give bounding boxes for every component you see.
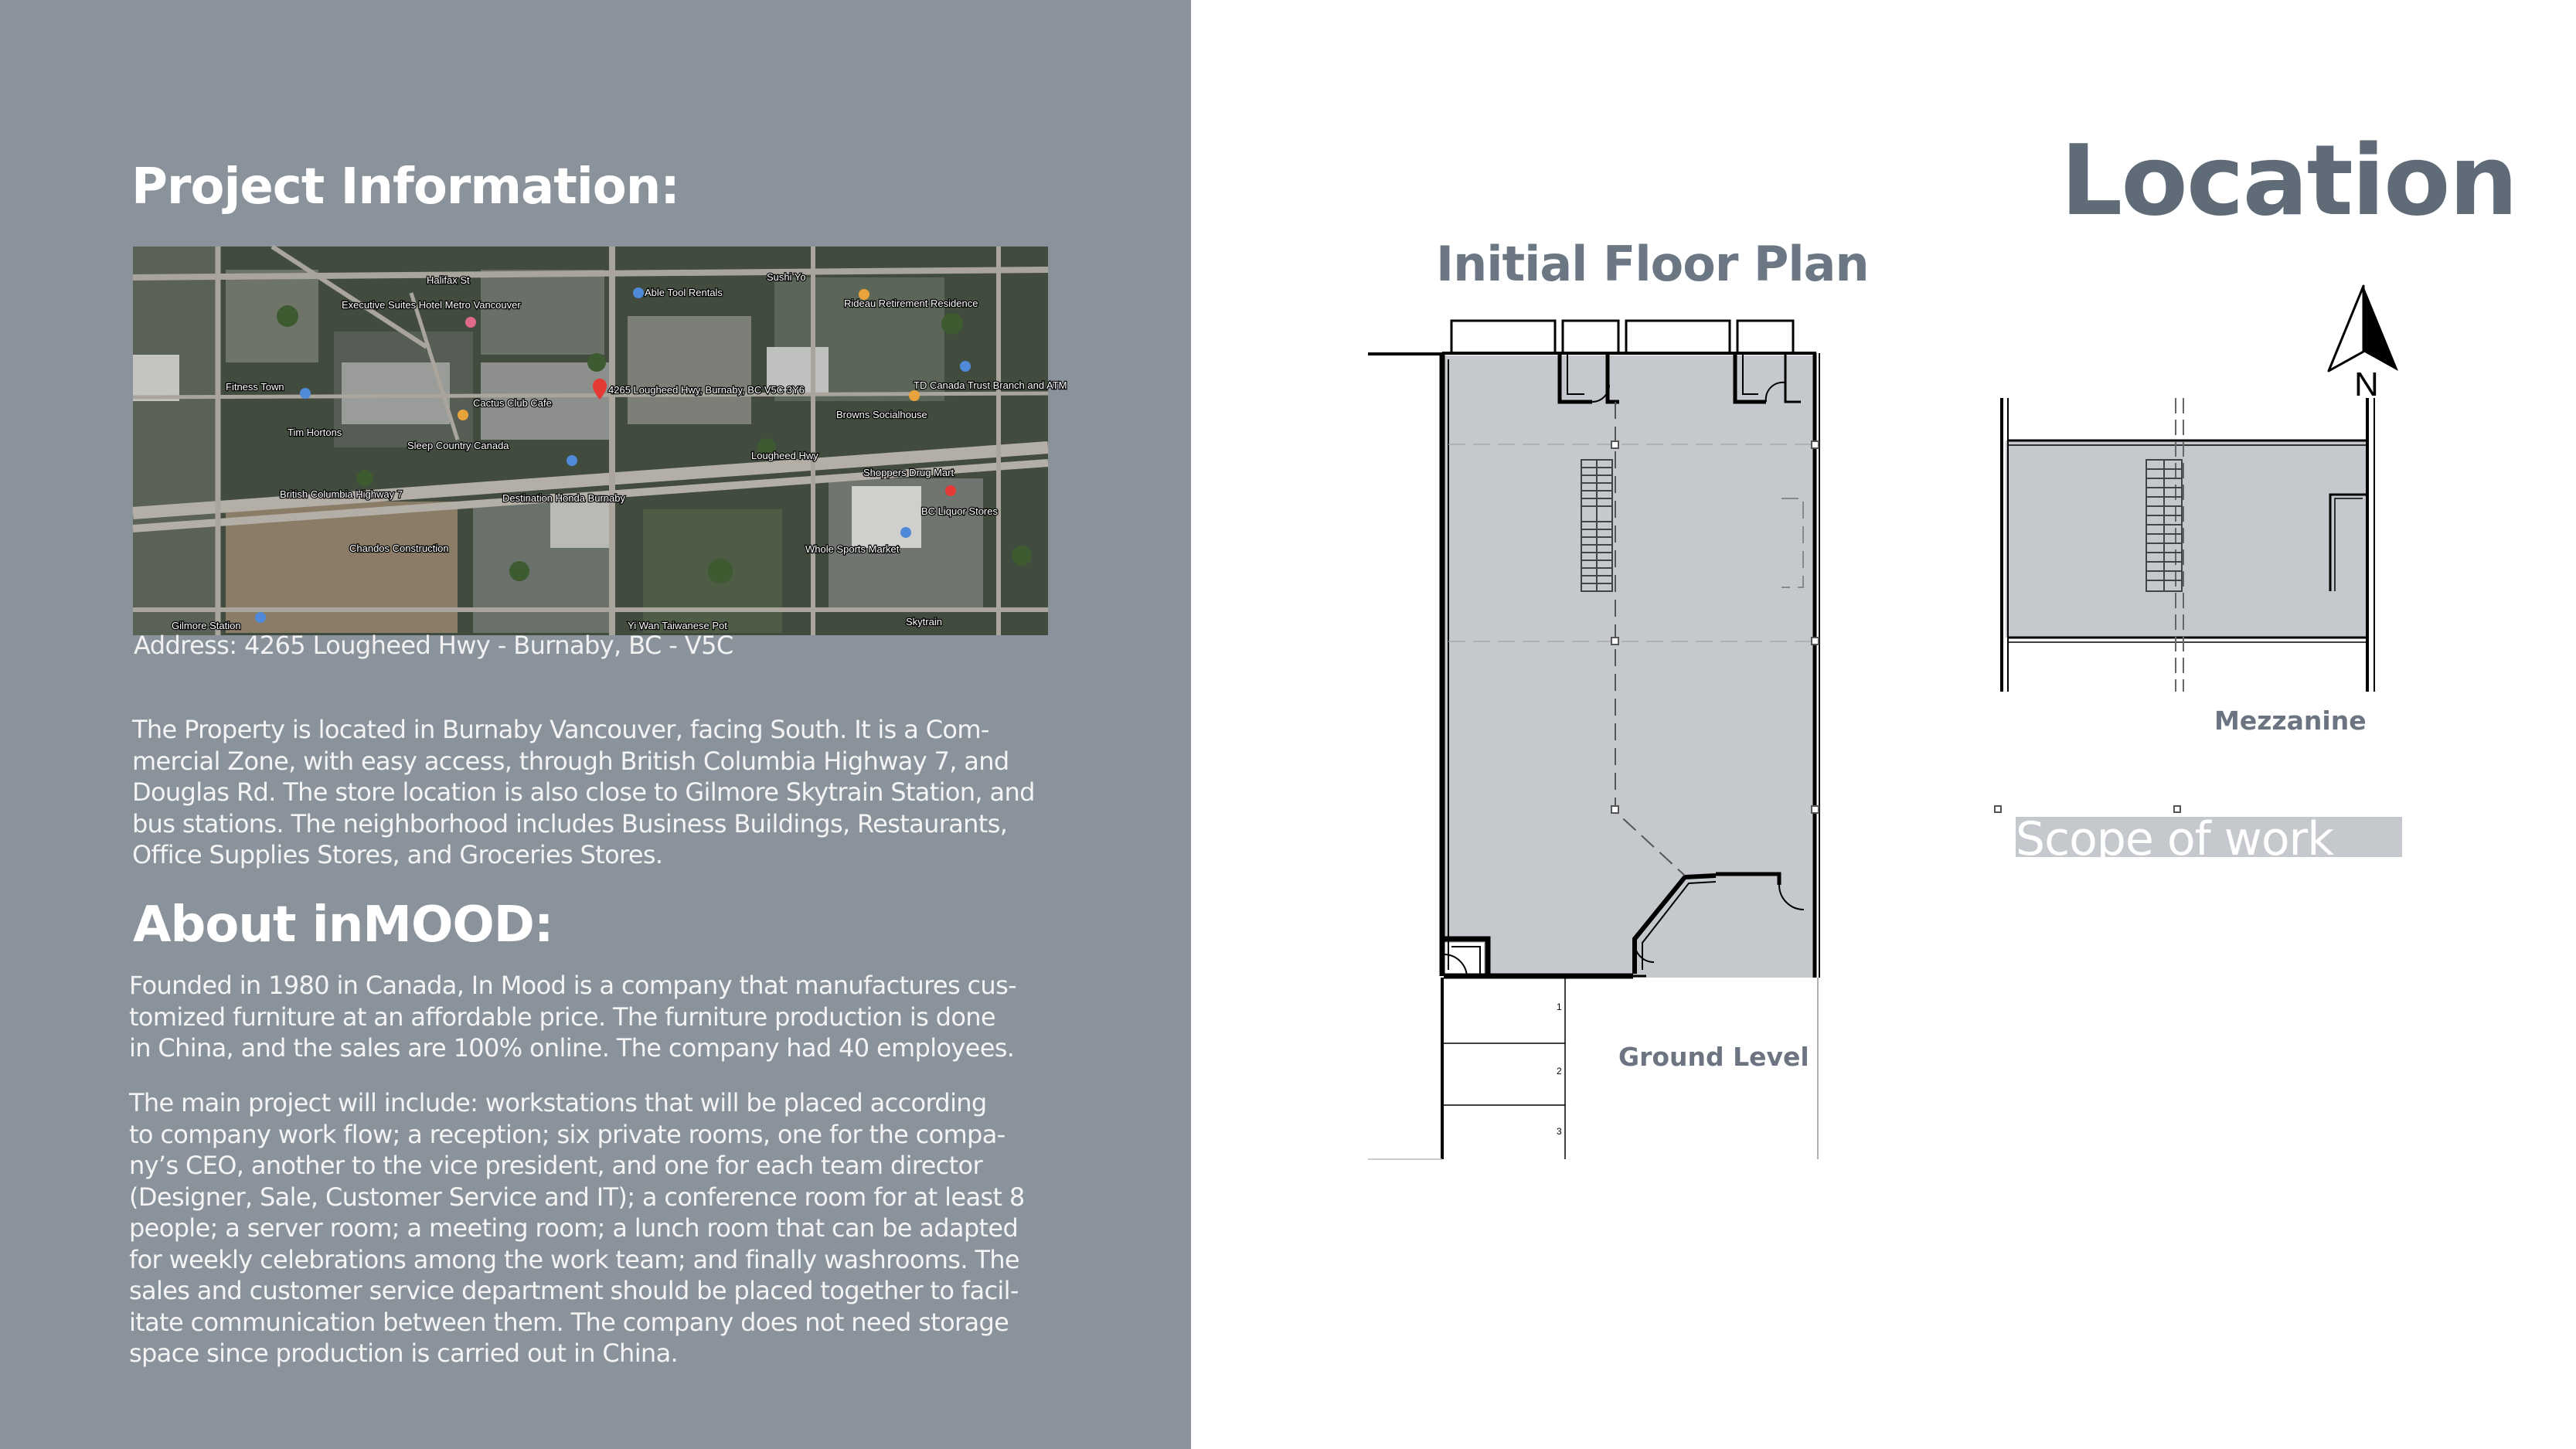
project-info-heading: Project Information: — [131, 158, 679, 216]
mezzanine-plan — [1998, 398, 2400, 699]
about-paragraph-2: The main project will include: workstations that will be placed according to company work flow; a reception; six private rooms, one for the compa- ny’s CEO, another to the vice president, and one for each team director (Designer, Sale, Customer Service and IT); a conference room for at least 8 people; a server room; a meeting room; a lunch room that can be adapted for weekly celebrations among the work team; and finally washrooms. The sales and customer service department should be placed together to facil- itate communication between them. The company does not need storage space since production is carried out in China. — [129, 1088, 1025, 1368]
about-heading: About inMOOD: — [133, 896, 553, 954]
ground-level-label: Ground Level — [1618, 1042, 1809, 1072]
stair-number-3: 3 — [1557, 1126, 1562, 1137]
map-label-bch7: British Columbia Highway 7 — [280, 488, 403, 500]
about-paragraph-1: Founded in 1980 in Canada, In Mood is a company that manufactures cus- tomized furniture at an affordable price. The furniture production is done in China, and the sales are 100% online. The company had 40 employees. — [129, 971, 1016, 1063]
map-label-cactus: Cactus Club Cafe — [473, 397, 552, 409]
location-title: Location — [2060, 124, 2517, 237]
map-label-able: Able Tool Rentals — [645, 287, 723, 298]
map-label-lougheed: Lougheed Hwy — [751, 450, 818, 461]
map-label-browns: Browns Socialhouse — [836, 409, 927, 420]
map-label-sleep: Sleep Country Canada — [407, 440, 509, 451]
map-label-shoppers: Shoppers Drug Mart — [863, 467, 955, 478]
map-label-sushi: Sushi Yo — [767, 271, 806, 283]
map-label-destination: Destination Honda Burnaby — [502, 492, 625, 504]
scope-of-work-box[interactable] — [2016, 812, 2402, 866]
map-label-gilmore: Gilmore Station — [172, 620, 241, 631]
stair-number-1: 1 — [1557, 1002, 1562, 1012]
map-label-address-pin: 4265 Lougheed Hwy, Burnaby, BC V5C 3Y6 — [608, 384, 805, 396]
scope-of-work-label: Scope of work — [2016, 812, 2333, 866]
location-map[interactable] — [133, 247, 1067, 635]
map-label-chandos: Chandos Construction — [349, 543, 449, 554]
map-label-fitness: Fitness Town — [226, 381, 284, 393]
map-label-halifax: Halifax St — [427, 274, 470, 286]
map-label-bcliquor: BC Liquor Stores — [921, 505, 998, 517]
mezzanine-label: Mezzanine — [2214, 706, 2367, 736]
map-label-tims: Tim Hortons — [288, 427, 342, 438]
map-label-td: TD Canada Trust Branch and ATM — [914, 379, 1067, 391]
map-label-yiwan: Yi Wan Taiwanese Pot — [628, 620, 727, 631]
north-arrow-icon — [2325, 286, 2410, 402]
map-label-wholesports: Whole Sports Market — [805, 543, 900, 555]
resize-handle[interactable] — [1994, 805, 2002, 813]
floor-plan-title: Initial Floor Plan — [1436, 236, 1869, 292]
compass-n: N — [2354, 366, 2379, 403]
map-label-skytrain: Skytrain — [906, 616, 942, 628]
project-address: Address: 4265 Lougheed Hwy - Burnaby, BC - V5C — [134, 631, 733, 660]
stair-number-2: 2 — [1557, 1066, 1562, 1077]
map-label-rideau: Rideau Retirement Residence — [844, 298, 978, 309]
property-description: The Property is located in Burnaby Vancouver, facing South. It is a Com- mercial Zone, with easy access, through British Columbia Highway 7, and Douglas Rd. The store location is also close to Gilmore Skytrain Station, and bus stations. The neighborhood includes Business Buildings, Restaurants, Office Supplies Stores, and Groceries Stores. — [132, 715, 1035, 869]
map-label-executive: Executive Suites Hotel Metro Vancouver — [342, 299, 521, 311]
